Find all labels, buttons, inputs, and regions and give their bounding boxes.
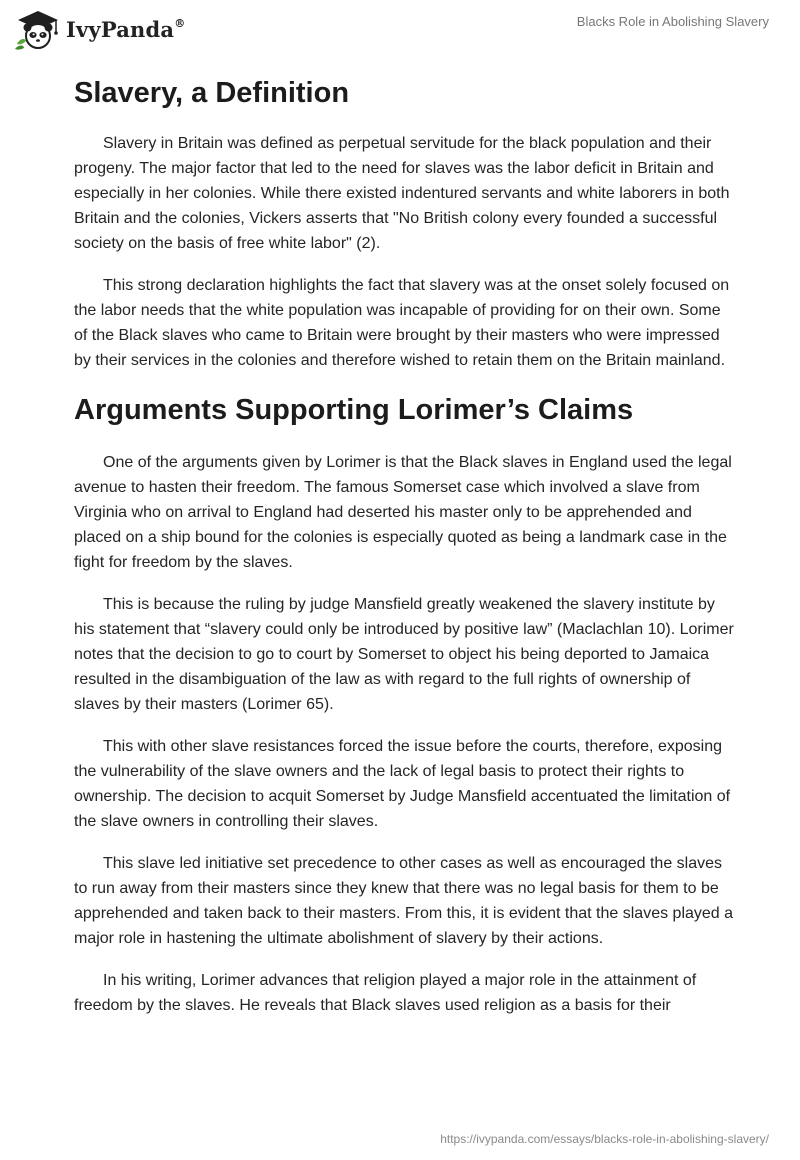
paragraph: Slavery in Britain was defined as perpetual servitude for the black population and their progeny. The major factor that led to the need for slaves was the labor deficit in Britain and especially in her colonies. While there existed indentured servants and white laborers in both Britain and the colonies, Vickers asserts that "No British colony every founded a successful society on the basis of free white labor" (2). xyxy=(74,135,730,252)
paragraph: This with other slave resistances forced the issue before the courts, therefore, exposing the vulnerability of the slave owners and the lack of legal basis to protect their rights to ownership. The decision to acquit Somerset by Judge Mansfield accentuated the limitation of the slave owners in controlling their slaves. xyxy=(74,738,731,830)
paragraph: This is because the ruling by judge Mansfield greatly weakened the slavery institute by his statement that “slavery could only be introduced by positive law” (Maclachlan 10). Lorimer notes that the decision to go to court by Somerset to object his being deported to Jamaica resulted in the disambiguation of the law as with regard to the full rights of ownership of slaves by their masters (Lorimer 65). xyxy=(74,596,734,713)
paragraph: In his writing, Lorimer advances that religion played a major role in the attainment of freedom by the slaves. He reveals that Black slaves used religion as a basis for their xyxy=(74,972,697,1014)
brand-name xyxy=(66,17,185,42)
page-header xyxy=(0,0,800,70)
brand-registered-mark: ® xyxy=(174,16,186,30)
paragraph: This slave led initiative set precedence to other cases as well as encouraged the slaves to run away from their masters since they knew that there was no legal basis for them to be apprehended and taken back to their masters. From this, it is evident that the slaves played a major role in hastening the ultimate abolishment of slavery by their actions. xyxy=(74,855,734,947)
source-url-link[interactable]: https://ivypanda.com/essays/blacks-role-in-abolishing-slavery/ xyxy=(440,1132,769,1146)
section-heading-arguments: Arguments Supporting Lorimer’s Claims xyxy=(74,394,634,426)
section-heading-definition: Slavery, a Definition xyxy=(74,77,350,109)
panda-graduate-icon xyxy=(14,8,60,50)
document-title: Blacks Role in Abolishing Slavery xyxy=(576,14,769,29)
paragraph: This strong declaration highlights the fact that slavery was at the onset solely focused on the labor needs that the white population was incapable of providing for on their own. Some of the Black slaves who came to Britain were brought by their masters who were impressed by their services in the colonies and therefore wished to retain them on the Britain mainland. xyxy=(74,277,730,369)
essay-content xyxy=(74,70,734,1035)
brand-name-text: IvyPanda xyxy=(66,16,175,42)
brand-logo[interactable] xyxy=(14,8,185,50)
paragraph: One of the arguments given by Lorimer is that the Black slaves in England used the legal avenue to hasten their freedom. The famous Somerset case which involved a slave from Virginia who on arrival to England had deserted his master only to be apprehended and placed on a ship bound for the colonies is especially quoted as being a landmark case in the fight for freedom by the slaves. xyxy=(74,454,732,571)
